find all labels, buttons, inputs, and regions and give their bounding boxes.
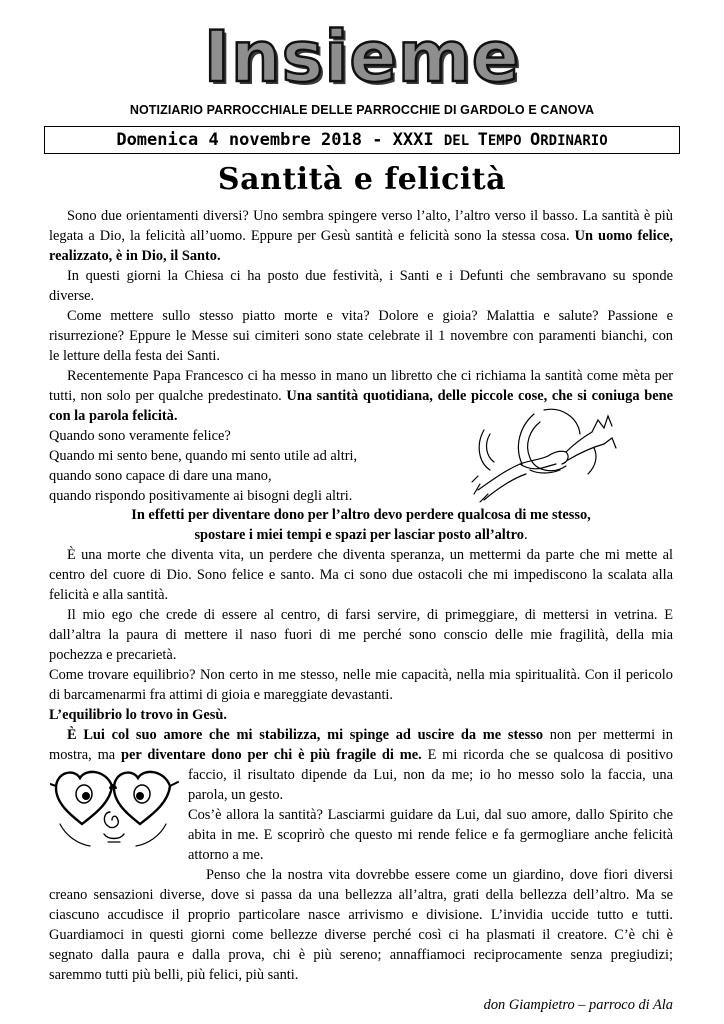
date-main: Domenica 4 novembre 2018 - XXXI xyxy=(116,130,444,150)
text-run: mostra, ma xyxy=(49,747,122,763)
bold-run: spostare i miei tempi e spazi per lasciar posto all’altro xyxy=(194,527,524,543)
article-line: le letture della festa dei Santi. xyxy=(49,348,221,364)
article-line xyxy=(49,525,673,545)
article-line: Recentemente Papa Francesco ci ha messo in mano un libretto che ci richiama la santità come mèta per xyxy=(67,368,673,384)
date-t: T xyxy=(477,130,488,150)
article-line: saremmo tutti più belli, più felici, più santi. xyxy=(49,967,299,983)
article-line: Quando sono veramente felice? xyxy=(49,428,231,444)
article-line xyxy=(49,226,673,246)
masthead-title: Insieme xyxy=(203,16,521,98)
bold-run: con la parola felicità. xyxy=(49,408,178,424)
article-line: pochezza e precarietà. xyxy=(49,647,177,663)
article-line xyxy=(49,725,673,745)
text-run: E mi ricorda che se qualcosa di positivo xyxy=(421,747,673,763)
article-line: attorno a me. xyxy=(188,847,264,863)
article-line xyxy=(49,745,673,765)
bold-run: realizzato, è in Dio, il Santo. xyxy=(49,248,221,264)
date-o: O xyxy=(529,130,541,150)
date-del: DEL xyxy=(443,133,478,149)
article-line: abita in me. E scoprirò che questo mi rende felice e fa germogliare anche felicità xyxy=(188,827,673,843)
article-line: Come mettere sullo stesso piatto morte e vita? Dolore e gioia? Malattia e salute? Passione e xyxy=(67,308,673,324)
article-line: Sono due orientamenti diversi? Uno sembra spingere verso l’alto, l’altro verso il basso. La santità è più xyxy=(67,208,673,224)
bold-run: L’equilibrio lo trovo in Gesù. xyxy=(49,707,227,723)
helping-hands-icon xyxy=(470,404,620,504)
bold-run: È Lui col suo amore che mi stabilizza, mi spinge ad uscire da me stesso xyxy=(67,727,544,743)
date-rdinario: RDINARIO xyxy=(540,133,608,149)
article-line: quando sono capace di dare una mano, xyxy=(49,468,272,484)
heart-glasses-face-icon xyxy=(50,764,185,854)
article-line: Cos’è allora la santità? Lasciarmi guidare da Lui, dal suo amore, dallo Spirito che xyxy=(188,807,673,823)
article-line: segnato dalla paura e dalla prova, chi è più sereno; annaffiamoci reciprocamente senza pregiudizi; xyxy=(49,947,673,963)
text-run: tutti, non solo per qualche predestinato. xyxy=(49,388,287,404)
article-line: diverse. xyxy=(49,288,95,304)
bold-run: In effetti per diventare dono per l’altro devo perdere qualcosa di me stesso, xyxy=(131,507,591,523)
article-title: Santità e felicità xyxy=(217,162,507,197)
article-line: Guardiamoci in questi giorni come bellezze diverse perché così ci ha plasmati il creatore. C’è chi è xyxy=(49,927,673,943)
article-line: di barcamenarmi fra attimi di gioia e mareggiate devastanti. xyxy=(49,687,394,703)
article-line: parola, un gesto. xyxy=(188,787,284,803)
date-empo: EMPO xyxy=(487,133,530,149)
article-line: creano sensazioni diverse, dove si passa da una bellezza all’altra, grati della bellezza dell’altro. Ma se xyxy=(49,887,673,903)
signature: don Giampietro – parroco di Ala xyxy=(483,997,673,1013)
article-line: faccio, il risultato dipende da Lui, non da me; io ho messo solo la faccia, una xyxy=(188,767,673,783)
article-line: quando rispondo positivamente ai bisogni degli altri. xyxy=(49,488,353,504)
bold-run: Una santità quotidiana, delle piccole cose, che si coniuga bene xyxy=(286,388,674,404)
article-line: Il mio ego che crede di essere al centro, di farsi servire, di primeggiare, di mettersi in vetrina. E xyxy=(67,607,673,623)
article-line: felicità e alla santità. xyxy=(49,587,169,603)
article-line: dall’altra la paura di mettere il naso fuori di me perché sono conscio delle mie fragilità, della mia xyxy=(49,627,673,643)
text-run: legata a Dio, la felicità all’uomo. Eppure per Gesù santità e felicità sono la stessa cosa. xyxy=(49,228,575,244)
date-banner xyxy=(44,126,680,154)
article-line: centro del cuore di Dio. Sono felice e santo. Ma ci sono due ostacoli che mi impediscono la scalata alla xyxy=(49,567,673,583)
article-line: In questi giorni la Chiesa ci ha posto due festività, i Santi e i Defunti che sembravano su sponde xyxy=(67,268,673,284)
article-line xyxy=(49,705,673,725)
article-line: Come trovare equilibrio? Non certo in me stesso, nelle mie capacità, nella mia spiritualità. Con il pericolo xyxy=(49,667,673,683)
article-line xyxy=(49,386,673,406)
text-run: non per mettermi in xyxy=(543,727,673,743)
article-line: ciascuno accudisce il proprio particolare nasce arrivismo e divisione. L’invidia uccide tutto e tutti. xyxy=(49,907,673,923)
bold-run: Un uomo felice, xyxy=(574,228,673,244)
article-line: Penso che la nostra vita dovrebbe essere come un giardino, dove fiori diversi xyxy=(206,867,673,883)
bold-run: per diventare dono per chi è più fragile di me. xyxy=(121,747,422,763)
article-line xyxy=(49,246,673,266)
text-run: . xyxy=(523,527,528,543)
article-line: È una morte che diventa vita, un perdere che diventa speranza, un mettermi da parte che mi mette al xyxy=(67,547,673,563)
article-line xyxy=(49,505,673,525)
newsletter-subtitle: NOTIZIARIO PARROCCHIALE DELLE PARROCCHIE DI GARDOLO E CANOVA xyxy=(129,103,595,117)
article-line: risurrezione? Eppure le Messe sui cimiteri sono state celebrate il 1 novembre con paramenti bianchi, con xyxy=(49,328,673,344)
article-line: Quando mi sento bene, quando mi sento utile ad altri, xyxy=(49,448,358,464)
